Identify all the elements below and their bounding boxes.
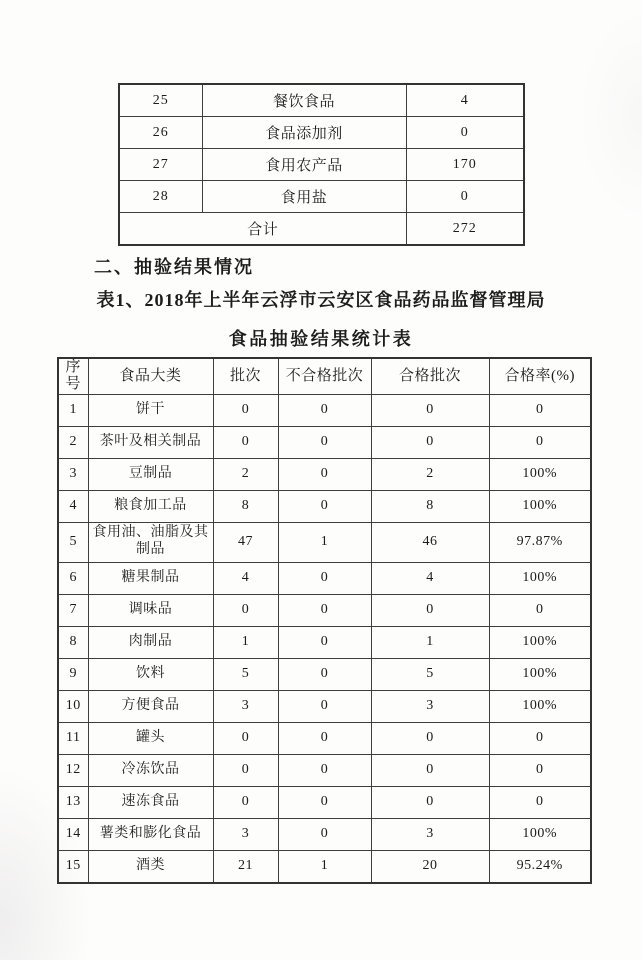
cell-no: 11 — [58, 722, 88, 754]
cell-category: 饮料 — [88, 658, 213, 690]
cell-failed: 0 — [278, 722, 371, 754]
cell-failed: 0 — [278, 626, 371, 658]
cell-no: 15 — [58, 850, 88, 883]
cell-category: 酒类 — [88, 850, 213, 883]
cell-category: 茶叶及相关制品 — [88, 426, 213, 458]
cell-pass-rate: 0 — [489, 786, 591, 818]
cell-category: 方便食品 — [88, 690, 213, 722]
cell-batches: 47 — [213, 522, 278, 562]
table-row — [58, 562, 591, 594]
table-row — [119, 84, 524, 117]
table-row — [58, 522, 591, 562]
cell-passed: 0 — [371, 786, 489, 818]
cell-no: 10 — [58, 690, 88, 722]
cell-pass-rate: 100% — [489, 562, 591, 594]
cell-pass-rate: 97.87% — [489, 522, 591, 562]
cell-category: 食用油、油脂及其制品 — [88, 522, 213, 562]
cell-category: 冷冻饮品 — [88, 754, 213, 786]
cell-passed: 3 — [371, 690, 489, 722]
total-row — [119, 213, 524, 246]
cell-passed: 0 — [371, 594, 489, 626]
cell-no: 25 — [119, 84, 202, 117]
cell-pass-rate: 0 — [489, 722, 591, 754]
table-row — [58, 786, 591, 818]
cell-passed: 4 — [371, 562, 489, 594]
cell-pass-rate: 0 — [489, 394, 591, 426]
cell-failed: 0 — [278, 690, 371, 722]
cell-failed: 0 — [278, 594, 371, 626]
cell-no: 1 — [58, 394, 88, 426]
cell-no: 6 — [58, 562, 88, 594]
table-row — [119, 181, 524, 213]
cell-no: 12 — [58, 754, 88, 786]
cell-batches: 0 — [213, 722, 278, 754]
cell-failed: 0 — [278, 426, 371, 458]
header-no: 序号 — [58, 358, 88, 394]
cell-pass-rate: 100% — [489, 490, 591, 522]
cell-failed: 0 — [278, 786, 371, 818]
header-failed: 不合格批次 — [278, 358, 371, 394]
cell-no: 2 — [58, 426, 88, 458]
table-row — [58, 626, 591, 658]
header-batches: 批次 — [213, 358, 278, 394]
cell-no: 9 — [58, 658, 88, 690]
cell-pass-rate: 100% — [489, 626, 591, 658]
cell-pass-rate: 100% — [489, 658, 591, 690]
cell-no: 4 — [58, 490, 88, 522]
cell-category: 薯类和膨化食品 — [88, 818, 213, 850]
cell-batches: 3 — [213, 690, 278, 722]
cell-pass-rate: 0 — [489, 754, 591, 786]
cell-passed: 1 — [371, 626, 489, 658]
cell-category: 糖果制品 — [88, 562, 213, 594]
cell-batches: 0 — [213, 594, 278, 626]
table1-title-line1: 表1、2018年上半年云浮市云安区食品药品监督管理局 — [96, 290, 546, 310]
cell-passed: 0 — [371, 426, 489, 458]
cell-no: 28 — [119, 181, 202, 213]
cell-passed: 2 — [371, 458, 489, 490]
cell-failed: 1 — [278, 522, 371, 562]
table-row — [58, 850, 591, 883]
cell-passed: 0 — [371, 722, 489, 754]
cell-no: 3 — [58, 458, 88, 490]
cell-no: 27 — [119, 149, 202, 181]
cell-passed: 46 — [371, 522, 489, 562]
cell-batches: 0 — [213, 394, 278, 426]
cell-failed: 0 — [278, 562, 371, 594]
table-row — [58, 818, 591, 850]
cell-batches: 5 — [213, 658, 278, 690]
cell-category: 罐头 — [88, 722, 213, 754]
food-sampling-stats-table — [57, 357, 592, 884]
table-row — [58, 754, 591, 786]
cell-category: 速冻食品 — [88, 786, 213, 818]
cell-passed: 3 — [371, 818, 489, 850]
header-passed: 合格批次 — [371, 358, 489, 394]
table-row — [58, 394, 591, 426]
cell-batches: 2 — [213, 458, 278, 490]
table-row — [58, 426, 591, 458]
total-value: 272 — [406, 213, 524, 246]
cell-category: 食用农产品 — [202, 149, 406, 181]
cell-no: 13 — [58, 786, 88, 818]
cell-batches: 4 — [213, 562, 278, 594]
section-heading: 二、抽验结果情况 — [94, 257, 254, 277]
cell-category: 食品添加剂 — [202, 117, 406, 149]
cell-batches: 0 — [213, 754, 278, 786]
cell-failed: 0 — [278, 754, 371, 786]
cell-batches: 0 — [213, 786, 278, 818]
cell-pass-rate: 100% — [489, 458, 591, 490]
table-row — [58, 490, 591, 522]
cell-category: 豆制品 — [88, 458, 213, 490]
cell-category: 肉制品 — [88, 626, 213, 658]
cell-failed: 1 — [278, 850, 371, 883]
table-row — [58, 658, 591, 690]
cell-pass-rate: 100% — [489, 690, 591, 722]
cell-no: 8 — [58, 626, 88, 658]
cell-batches: 3 — [213, 818, 278, 850]
cell-failed: 0 — [278, 658, 371, 690]
table-row — [58, 594, 591, 626]
table-row — [58, 722, 591, 754]
cell-batches: 0 — [213, 426, 278, 458]
top-continuation-table — [118, 83, 525, 246]
cell-value: 0 — [406, 117, 524, 149]
header-row — [58, 358, 591, 394]
cell-pass-rate: 100% — [489, 818, 591, 850]
header-pass-rate: 合格率(%) — [489, 358, 591, 394]
cell-no: 26 — [119, 117, 202, 149]
cell-passed: 5 — [371, 658, 489, 690]
cell-no: 7 — [58, 594, 88, 626]
cell-failed: 0 — [278, 394, 371, 426]
table-row — [58, 458, 591, 490]
table-row — [58, 690, 591, 722]
cell-category: 调味品 — [88, 594, 213, 626]
cell-batches: 8 — [213, 490, 278, 522]
cell-no: 14 — [58, 818, 88, 850]
table-row — [119, 149, 524, 181]
cell-failed: 0 — [278, 818, 371, 850]
cell-passed: 0 — [371, 754, 489, 786]
cell-no: 5 — [58, 522, 88, 562]
cell-passed: 20 — [371, 850, 489, 883]
cell-passed: 8 — [371, 490, 489, 522]
cell-value: 4 — [406, 84, 524, 117]
cell-value: 0 — [406, 181, 524, 213]
cell-failed: 0 — [278, 490, 371, 522]
cell-category: 粮食加工品 — [88, 490, 213, 522]
cell-category: 餐饮食品 — [202, 84, 406, 117]
cell-pass-rate: 0 — [489, 426, 591, 458]
cell-value: 170 — [406, 149, 524, 181]
cell-pass-rate: 0 — [489, 594, 591, 626]
cell-pass-rate: 95.24% — [489, 850, 591, 883]
cell-batches: 21 — [213, 850, 278, 883]
cell-failed: 0 — [278, 458, 371, 490]
cell-batches: 1 — [213, 626, 278, 658]
header-category: 食品大类 — [88, 358, 213, 394]
table1-title-line2: 食品抽验结果统计表 — [228, 329, 414, 349]
cell-category: 饼干 — [88, 394, 213, 426]
cell-passed: 0 — [371, 394, 489, 426]
total-label: 合计 — [119, 213, 406, 246]
table-row — [119, 117, 524, 149]
cell-category: 食用盐 — [202, 181, 406, 213]
